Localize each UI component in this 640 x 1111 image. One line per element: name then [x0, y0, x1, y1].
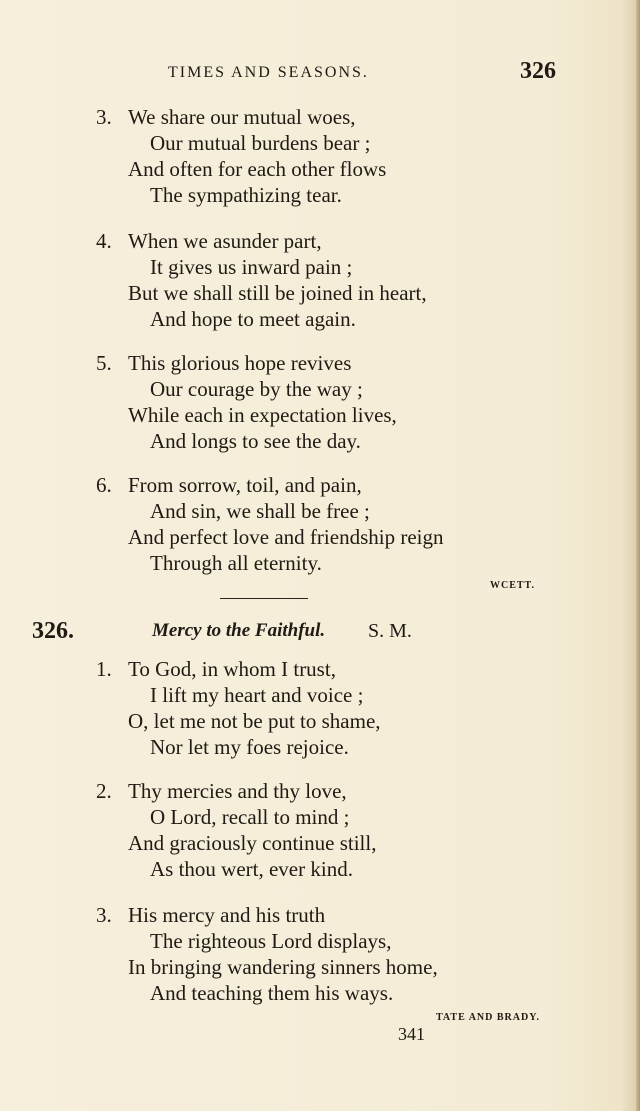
hymn-title: Mercy to the Faithful.	[152, 620, 326, 641]
verse-line: And often for each other flows	[128, 157, 387, 181]
author-credit: TATE AND BRADY.	[436, 1012, 540, 1023]
verse-3	[96, 902, 556, 1006]
verse-prev-5	[96, 350, 556, 454]
verse-2	[96, 778, 556, 882]
verse-line: Our mutual burdens bear ;	[150, 131, 371, 155]
verse-line: And hope to meet again.	[150, 307, 356, 331]
verse-line: 3. His mercy and his truth	[96, 903, 326, 927]
verse-number: 1.	[96, 657, 112, 681]
verse-line: And teaching them his ways.	[150, 981, 394, 1005]
author-credit: WCETT.	[490, 580, 535, 591]
verse-line: 4. When we asunder part,	[96, 229, 322, 253]
verse-line: But we shall still be joined in heart,	[128, 281, 427, 305]
verse-line: 3. We share our mutual woes,	[96, 105, 356, 129]
verse-line: The sympathizing tear.	[150, 183, 342, 207]
verse-line: 5. This glorious hope revives	[96, 351, 352, 375]
running-title: TIMES AND SEASONS.	[168, 64, 369, 81]
verse-line: O, let me not be put to shame,	[128, 709, 381, 733]
verse-line: And sin, we shall be free ;	[150, 499, 370, 523]
verse-line: 6. From sorrow, toil, and pain,	[96, 473, 362, 497]
page-number: 341	[398, 1024, 425, 1044]
hymn-meter: S. M.	[368, 620, 412, 642]
verse-line: And longs to see the day.	[150, 429, 361, 453]
header-hymn-number: 326	[520, 58, 556, 84]
verse-number: 2.	[96, 779, 112, 803]
verse-prev-4	[96, 228, 556, 332]
page-edge	[636, 0, 640, 1111]
verse-number: 6.	[96, 473, 112, 497]
verse-prev-3	[96, 104, 556, 208]
verse-line: 1. To God, in whom I trust,	[96, 657, 336, 681]
verse-line: Our courage by the way ;	[150, 377, 363, 401]
verse-line: It gives us inward pain ;	[150, 255, 353, 279]
verse-prev-6	[96, 472, 556, 576]
verse-line: And perfect love and friendship reign	[128, 525, 444, 549]
verse-line: While each in expectation lives,	[128, 403, 397, 427]
verse-line: O Lord, recall to mind ;	[150, 805, 350, 829]
verse-line: Through all eternity.	[150, 551, 322, 575]
verse-1	[96, 656, 556, 760]
section-divider	[220, 598, 308, 599]
verse-line: Nor let my foes rejoice.	[150, 735, 349, 759]
verse-line: I lift my heart and voice ;	[150, 683, 364, 707]
verse-number: 4.	[96, 229, 112, 253]
verse-number: 3.	[96, 903, 112, 927]
verse-line: As thou wert, ever kind.	[150, 857, 353, 881]
verse-line: In bringing wandering sinners home,	[128, 955, 438, 979]
verse-line: The righteous Lord displays,	[150, 929, 392, 953]
verse-line: 2. Thy mercies and thy love,	[96, 779, 347, 803]
verse-line: And graciously continue still,	[128, 831, 377, 855]
hymn-number: 326.	[32, 618, 74, 644]
verse-number: 3.	[96, 105, 112, 129]
verse-number: 5.	[96, 351, 112, 375]
